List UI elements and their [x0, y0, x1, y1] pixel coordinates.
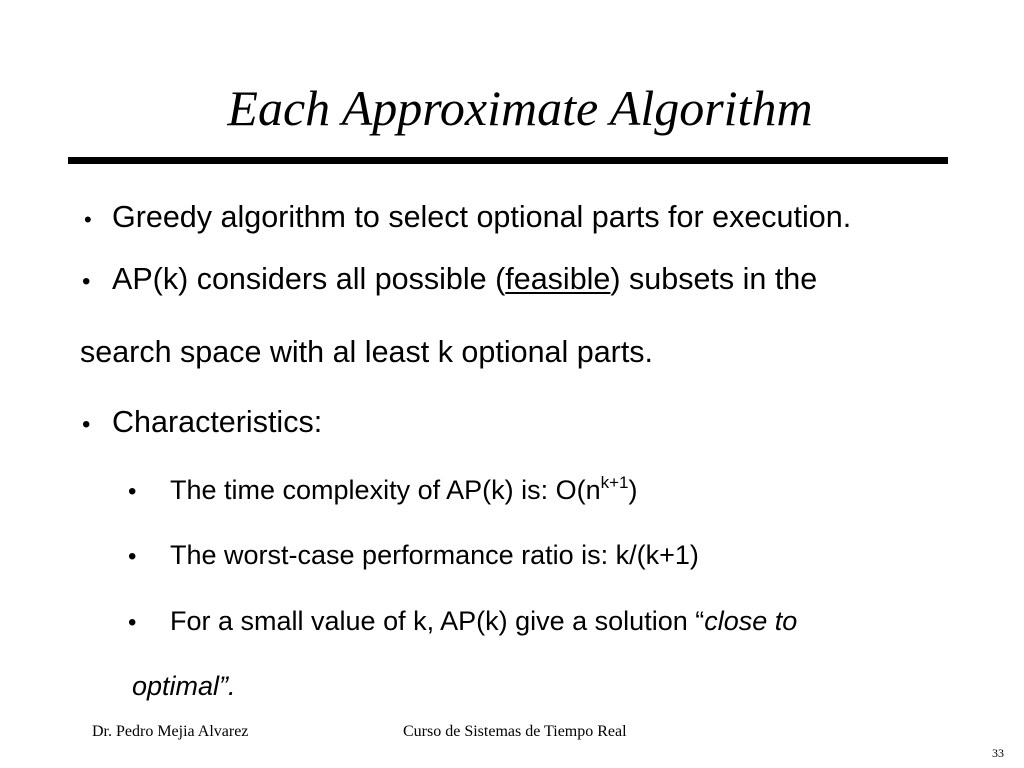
bullet-marker: • — [82, 411, 91, 438]
sub-bullet-marker: • — [128, 609, 137, 636]
slide-title: Each Approximate Algorithm — [227, 80, 813, 136]
sub-bullet-text-end: ) — [628, 475, 638, 505]
bullet-marker: • — [82, 268, 91, 295]
bullet-item-characteristics — [82, 402, 322, 445]
sub-bullet-marker: • — [128, 543, 137, 570]
bullet-text: Greedy algorithm to select optional parts for execution. — [112, 200, 852, 234]
bullet-marker: • — [84, 207, 92, 232]
feasible-underlined-term: feasible — [505, 262, 611, 296]
exponent: k+1 — [600, 473, 629, 492]
footer-course: Curso de Sistemas de Tiempo Real — [403, 723, 627, 740]
sub-bullet-continuation: optimal”. — [132, 671, 236, 701]
page-number: 33 — [992, 746, 1004, 760]
title-divider — [68, 157, 948, 164]
bullet-text: Characteristics: — [112, 405, 323, 439]
footer-author: Dr. Pedro Mejia Alvarez — [92, 723, 249, 740]
sub-bullet-marker: • — [128, 478, 137, 505]
sub-bullet-text: For a small value of k, AP(k) give a solution “ — [170, 606, 705, 636]
bullet-item-greedy — [84, 197, 851, 240]
sub-bullet-small-k — [128, 603, 797, 641]
sub-bullet-performance-ratio — [128, 537, 699, 575]
sub-bullet-time-complexity — [128, 472, 638, 510]
italic-phrase: close to — [704, 606, 798, 636]
bullet-text-part-a: AP(k) considers all possible ( — [112, 262, 506, 296]
bullet-continuation: search space with al least k optional parts. — [80, 335, 654, 369]
bullet-item-apk — [82, 259, 817, 302]
sub-bullet-text: The worst-case performance ratio is: k/(k+1) — [170, 540, 699, 570]
bullet-text-part-b: ) subsets in the — [610, 262, 818, 296]
sub-bullet-text: The time complexity of AP(k) is: O(n — [170, 475, 601, 505]
